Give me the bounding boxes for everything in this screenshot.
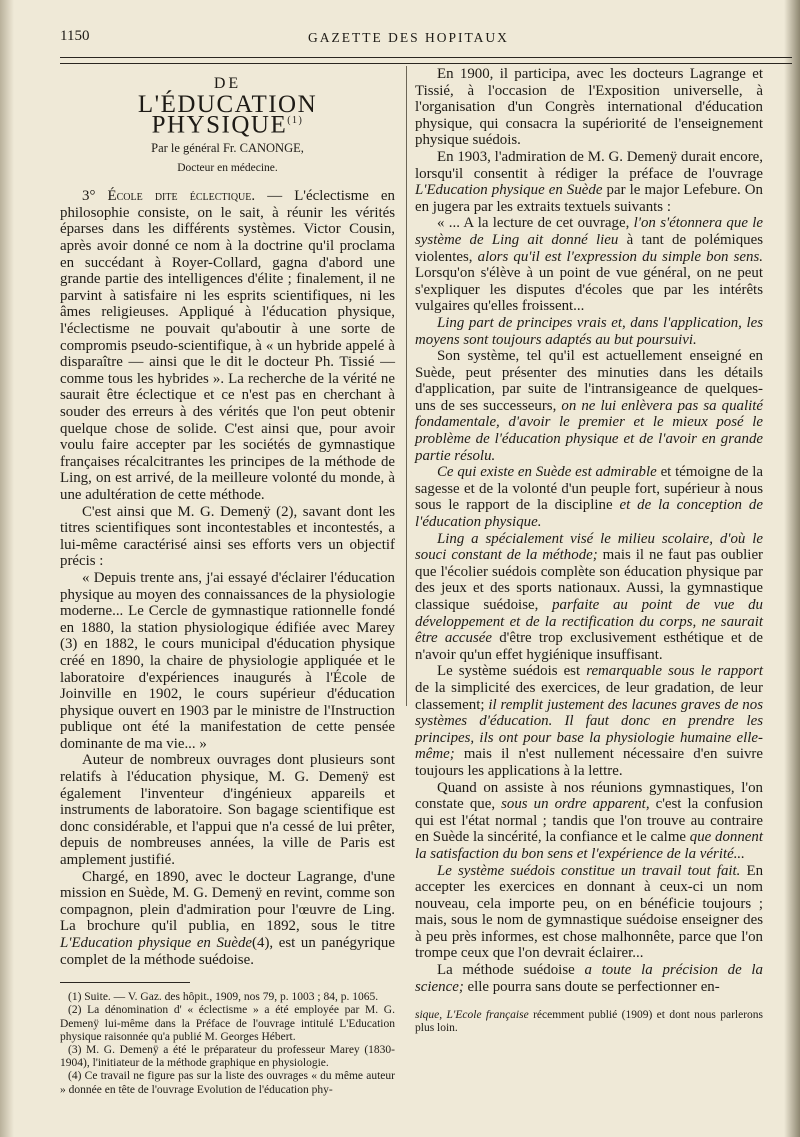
- paragraph-text: (4), est un panégyrique complet de la méthode suédoise.: [60, 935, 395, 968]
- running-title: GAZETTE DES HOPITAUX: [308, 30, 509, 45]
- paragraph-text: — L'éclectisme en philosophie consiste, on le sait, à réunir les vérités éparses dans les différents systèmes. Victor Cousin, après avoir donné ce nom à la doctrine qu'il proclama en succédant à Royer-Collard, gagna d'abord une grande partie des intelligences d'élite ; finalement, il ne parvint à satisfaire ni les esprits scientifiques, ni les âmes religieuses. Appliqué à l'éducation physique, l'éclectisme ne pouvait qu'aboutir à une sorte de compromis pseudo-scientifique, à « un hybride appelé à disparaître — ainsi que le dit le docteur Ph. Tissié — comme tous les hybrides ». La recherche de la vérité ne saurait être éclectique et ce n'est pas en cherchant à souder des erreurs à des vérités que l'on peut obtenir quelque chose de solide. C'est ainsi que, pour avoir voulu faire accepter par les sociétés de gymnastique françaises récalcitrantes les principes de la méthode de Ling, on est arrivé, de la meilleure volonté du monde, à une adultération de cette méthode.: [60, 188, 395, 503]
- emphasis: Ling a spécialement visé le milieu scolaire, d'où le souci constant de la méthode;: [415, 530, 763, 564]
- paragraph-text: La méthode suédoise: [437, 962, 585, 979]
- left-column: [60, 66, 395, 1097]
- paragraph: [60, 188, 395, 503]
- emphasis: Ling part de principes vrais et, dans l'application, les moyens sont toujours adaptés au but poursuivi.: [415, 314, 763, 348]
- emphasis: parfaite au point de vue du développement et de la rectification du corps, ne saurait être accusée: [415, 597, 764, 647]
- paragraph-text: Son système, tel qu'il est actuellement enseigné en Suède, peut présenter des minuties dans les détails d'application, par suite de l'intransigeance de quelques-uns de ses successeurs,: [415, 348, 763, 414]
- emphasis: a toute la précision de la science;: [415, 962, 763, 995]
- quote-paragraph: [415, 531, 763, 664]
- page-edge-right: [784, 0, 800, 1137]
- quote-paragraph: « Depuis trente ans, j'ai essayé d'éclairer l'éducation physique au moyen des connaissances de la physiologie moderne... Le Cercle de gymnastique rationnelle fondé en 1880, la station physiologique édifiée avec Marey (3) en 1882, le cours municipal d'éducation physique créé en 1890, la chaire de physiologie appliquée et le laboratoire d'expériences inaugurés à l'École de Joinville en 1902, le cours supérieur d'éducation physique ouvert en 1903 par le ministre de l'Instruction publique ont été la manifestation de cette pensée dominante de ma vie... »: [60, 569, 395, 752]
- quote-paragraph: [415, 215, 763, 315]
- paragraph: C'est ainsi que M. G. Demenÿ (2), savant dont les titres scientifiques sont incontestables et incontestés, a lui-même caractérisé ainsi ses efforts vers un objectif précis :: [60, 503, 395, 570]
- quote-paragraph: [415, 315, 763, 348]
- emphasis: alors qu'il est l'expression du simple bon sens.: [477, 248, 763, 265]
- quote-paragraph: [415, 348, 763, 464]
- paragraph-text: « ... A la lecture de cet ouvrage,: [437, 215, 634, 232]
- right-column: [415, 66, 763, 1036]
- paragraph-text: Le système suédois est: [437, 663, 587, 680]
- quote-paragraph: [415, 962, 763, 995]
- paragraph: [415, 149, 763, 215]
- byline-qualification: Docteur en médecine.: [177, 161, 278, 174]
- paragraph-text: mais il ne faut pas oublier que l'écolier suédois complète son éducation physique par des jeux et des sports nationaux. Aussi, la gymnastique classique suédoise,: [415, 547, 764, 613]
- emphasis: il remplit justement des lacunes graves de nos systèmes d'éducation. Il faut donc en prendre les principes, ils ont pour base la physiologie humaine elle-même;: [415, 696, 763, 763]
- emphasis: Ce qui existe en Suède est admirable: [437, 464, 657, 481]
- emphasis: sous un ordre apparent,: [501, 796, 650, 813]
- paragraph-text: elle pourra sans doute se perfectionner en-: [463, 978, 720, 995]
- paragraph: [60, 869, 395, 969]
- footnote-continuation: [415, 1009, 763, 1035]
- section-lead: 3° École dite éclectique.: [82, 188, 256, 205]
- paragraph-text: de la simplicité des exercices, de leur gradation, de leur classement;: [415, 679, 763, 713]
- page-header: [60, 28, 790, 52]
- article-title: [60, 90, 395, 139]
- paragraph-text: par le major Lefebure. On en jugera par les extraits textuels suivants :: [415, 182, 763, 215]
- emphasis: et de la conception de l'éducation physique.: [415, 497, 763, 531]
- paragraph-text: Chargé, en 1890, avec le docteur Lagrange, d'une mission en Suède, M. G. Demenÿ en revint, comme son compagnon, plein d'admiration pour l'œuvre de Ling. La brochure qu'il publia, en 1892, sous le titre: [60, 868, 395, 935]
- footnote: (3) M. G. Demenÿ a été le préparateur du professeur Marey (1830-1904), l'initiateur de la méthode graphique en physiologie.: [60, 1044, 395, 1070]
- emphasis: l'on s'étonnera que le système de Ling ait donné lieu: [415, 215, 763, 248]
- footnote: (2) La dénomination d' « éclectisme » a été employée par M. G. Demenÿ lui-même dans la Préface de l'ouvrage intitulé L'Education physique raisonnée qu'a publié M. Georges Hébert.: [60, 1004, 395, 1043]
- article-title-text: L'ÉDUCATION PHYSIQUE: [137, 90, 318, 139]
- quote-paragraph: [415, 663, 763, 779]
- book-title: L'Education physique en Suède: [415, 182, 603, 199]
- paragraph: Auteur de nombreux ouvrages dont plusieurs sont relatifs à l'éducation physique, M. G. Demenÿ est également l'inventeur d'ingénieux appareils et instruments de laboratoire. Son bagage scientifique est donc considérable, et l'appui que n'a cessé de lui prêter, depuis de nombreuses années, la ville de Paris est amplement justifié.: [60, 752, 395, 869]
- emphasis: on ne lui enlèvera pas sa qualité fondamentale, d'avoir le premier et le mieux posé le problème de l'éducation physique et de l'avoir en grande partie résolu.: [415, 397, 763, 464]
- paragraph-text: En 1903, l'admiration de M. G. Demenÿ durait encore, lorsqu'il consentit à rédiger la préface de l'ouvrage: [415, 148, 763, 182]
- footnote: (4) Ce travail ne figure pas sur la liste des ouvrages « du même auteur » donnée en tête de l'ouvrage Evolution de l'éducation phy-: [60, 1070, 395, 1096]
- byline: Par le général Fr. CANONGE,: [151, 141, 304, 156]
- title-footnote-ref: (1): [287, 115, 304, 127]
- emphasis: Le système suédois constitue un travail tout fait.: [437, 862, 741, 879]
- article-pre-title: DE: [213, 75, 242, 92]
- paragraph-text: à tant de polémiques violentes,: [415, 231, 763, 265]
- header-rule: [60, 57, 792, 64]
- quote-paragraph: [415, 863, 763, 963]
- paragraph-text: c'est la confusion qui est l'état normal ; tandis que l'on trouve au contraire en Suède la sincérité, la confiance et le calme: [415, 796, 763, 846]
- book-title: sique, L'Ecole française: [415, 1009, 529, 1022]
- paragraph: En 1900, il participa, avec les docteurs Lagrange et Tissié, à l'occasion de l'Exposition universelle, à l'organisation d'un Congrès international d'éducation physique, qui consacra la supériorité de l'enseignement physique suédois.: [415, 66, 763, 149]
- page-edge-left: [0, 0, 14, 1137]
- page-number: 1150: [60, 28, 90, 44]
- paragraph-text: d'être trop exclusivement esthétique et de n'avoir qu'un effet hygiénique insuffisant.: [415, 630, 763, 663]
- quote-paragraph: [415, 464, 763, 530]
- footnote-rule: [60, 982, 190, 983]
- quote-paragraph: [415, 780, 763, 863]
- emphasis: que donnent la satisfaction du bon sens et l'expérience de la vérité...: [415, 829, 763, 862]
- emphasis: remarquable sous le rapport: [586, 663, 763, 680]
- book-title: L'Education physique en Suède: [60, 935, 253, 952]
- footnote: (1) Suite. — V. Gaz. des hôpit., 1909, nos 79, p. 1003 ; 84, p. 1065.: [68, 991, 379, 1004]
- paragraph-text: Quand on assiste à nos réunions gymnastiques, l'on constate que,: [415, 779, 763, 813]
- paragraph-text: En accepter les exercices en donnant à ceux-ci un nom nouveau, cela importe peu, on en bénéficie toujours ; mais, sous le nom de gymnastique suédoise enseigner des à peu près informes, est chose malhonnête, parce que l'on trompe ceux que l'on devrait éclairer...: [415, 862, 764, 962]
- paragraph-text: et témoigne de la sagesse et de la volonté d'un peuple fort, supérieur à nous sous le rapport de la discipline: [415, 464, 763, 514]
- paragraph-text: mais il n'est nullement nécessaire d'en suivre toujours les applications à la lettre.: [415, 746, 763, 779]
- column-divider: [406, 66, 407, 706]
- footnote-text: récemment publié (1909) et dont nous parlerons plus loin.: [415, 1009, 764, 1035]
- paragraph-text: Lorsqu'on s'élève à un point de vue général, on ne peut s'expliquer les disputes d'écoles que par les intérêts vulgaires qu'elles froissent...: [415, 265, 763, 315]
